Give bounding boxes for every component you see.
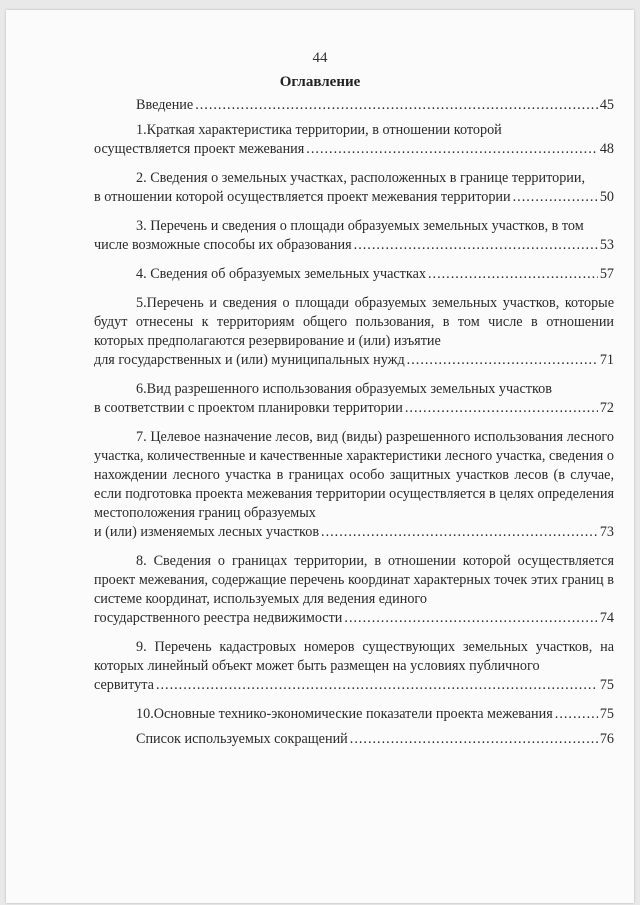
- toc-entry[interactable]: [94, 428, 614, 542]
- toc-entry-title: осуществляется проект межевания: [94, 141, 305, 157]
- toc-leader-dots: [350, 730, 598, 749]
- toc-entry-title: и (или) изменяемых лесных участков: [94, 524, 320, 540]
- document-page: [6, 10, 634, 903]
- toc-entry-title: в соответствии с проектом планировки территории: [94, 400, 403, 416]
- toc-entry-title: сервитута: [94, 677, 154, 693]
- toc-entry-page: 73: [599, 524, 614, 540]
- toc-entry-title: 10.Основные технико-экономические показатели проекта межевания: [136, 706, 553, 722]
- toc-leader-dots: [344, 609, 597, 628]
- toc-entry[interactable]: [94, 294, 614, 370]
- toc-entry-page: 50: [599, 189, 614, 205]
- toc-entry-text: 3. Перечень и сведения о площади образуемых земельных участков, в том: [136, 218, 584, 234]
- toc-leader-dots: [555, 705, 598, 724]
- toc-entry-page: 74: [599, 610, 614, 626]
- toc-leader-dots: [156, 676, 598, 695]
- table-of-contents: [94, 96, 614, 759]
- toc-entry-text: 5.Перечень и сведения о площади образуемых земельных участков, которые будут отнесены к территориям общего пользования, в том числе в отношении которых предполагаются резервирование и (или) изъятие: [94, 295, 614, 349]
- toc-entry-text: 7. Целевое назначение лесов, вид (виды) разрешенного использования лесного участка, количественные и качественные характеристики лесного участка, сведения о нахождении лесного участка в границах особо защитных участков лесов (в случае, если подготовка проекта межевания территории осуществляется в целях определения местоположения границ образуемых: [94, 429, 614, 521]
- toc-entry-page: 57: [599, 266, 614, 282]
- toc-entry-text: 8. Сведения о границах территории, в отношении которой осуществляется проект межевания, содержащие перечень координат характерных точек этих границ в системе координат, используемых для ведения единого: [94, 553, 614, 607]
- toc-entry[interactable]: [94, 265, 614, 284]
- toc-leader-dots: [407, 351, 598, 370]
- toc-entry-text: 1.Краткая характеристика территории, в отношении которой: [136, 122, 502, 138]
- toc-entry[interactable]: [94, 169, 614, 207]
- toc-entry[interactable]: [94, 380, 614, 418]
- toc-entry-page: 75: [599, 706, 614, 722]
- toc-entry-text: 6.Вид разрешенного использования образуемых земельных участков: [136, 381, 552, 397]
- toc-entry[interactable]: [94, 705, 614, 724]
- toc-entry-title: числе возможные способы их образования: [94, 237, 352, 253]
- toc-leader-dots: [306, 140, 598, 159]
- toc-entry-title: для государственных и (или) муниципальных нужд: [94, 352, 405, 368]
- toc-leader-dots: [428, 265, 598, 284]
- toc-entry-title: 4. Сведения об образуемых земельных участках: [136, 266, 426, 282]
- toc-entry-page: 53: [599, 237, 614, 253]
- toc-leader-dots: [321, 523, 598, 542]
- toc-entry[interactable]: [94, 730, 614, 749]
- toc-entry[interactable]: [94, 217, 614, 255]
- toc-leader-dots: [405, 399, 598, 418]
- toc-entry-title: в отношении которой осуществляется проект межевания территории: [94, 189, 511, 205]
- toc-entry[interactable]: [94, 552, 614, 628]
- toc-entry-title: Введение: [136, 97, 194, 113]
- toc-entry-title: Список используемых сокращений: [136, 731, 348, 747]
- toc-entry[interactable]: [94, 638, 614, 695]
- toc-entry[interactable]: [94, 96, 614, 115]
- toc-entry-title: государственного реестра недвижимости: [94, 610, 343, 626]
- toc-entry-page: 45: [599, 97, 614, 113]
- toc-entry-text: 9. Перечень кадастровых номеров существующих земельных участков, на которых линейный объект может быть размещен на условиях публичного: [94, 639, 614, 674]
- toc-entry-page: 48: [599, 141, 614, 157]
- toc-entry-page: 76: [599, 731, 614, 747]
- toc-title: Оглавление: [279, 74, 361, 90]
- toc-leader-dots: [195, 96, 598, 115]
- toc-entry[interactable]: [94, 121, 614, 159]
- toc-entry-page: 71: [599, 352, 614, 368]
- toc-entry-page: 72: [599, 400, 614, 416]
- toc-leader-dots: [513, 188, 598, 207]
- toc-entry-text: 2. Сведения о земельных участках, расположенных в границе территории,: [136, 170, 586, 186]
- page-number: 44: [312, 50, 328, 66]
- toc-leader-dots: [354, 236, 598, 255]
- toc-entry-page: 75: [599, 677, 614, 693]
